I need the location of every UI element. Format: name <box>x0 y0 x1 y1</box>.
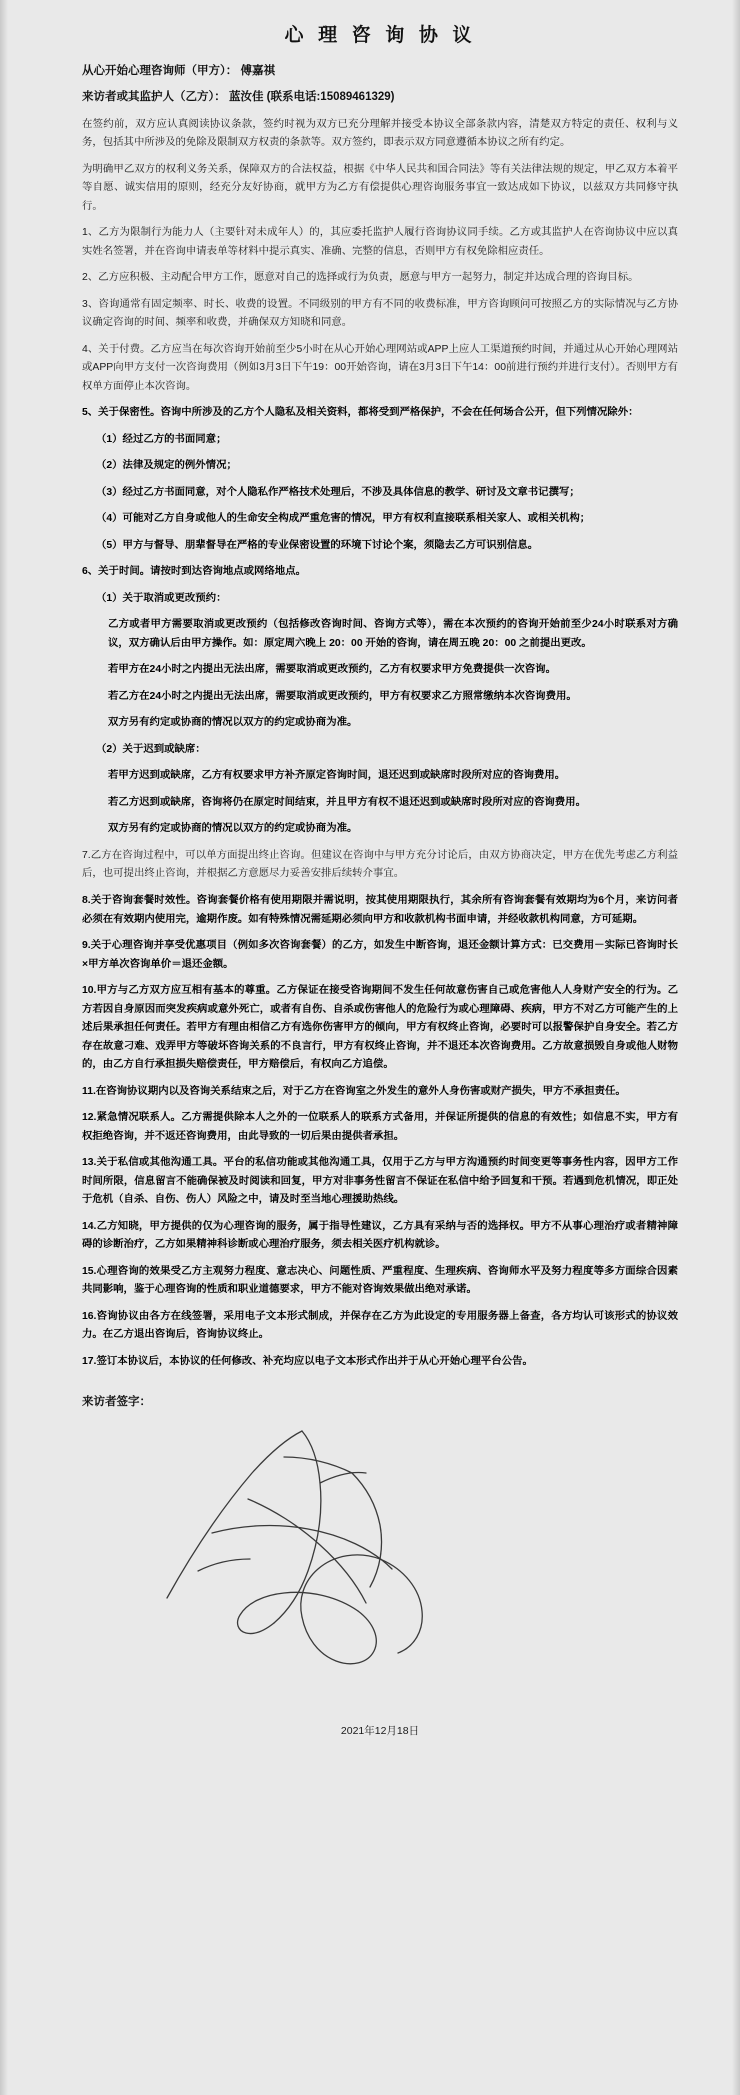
clause-list <box>82 116 678 1372</box>
signature-area[interactable] <box>82 1413 678 1713</box>
handwritten-signature <box>152 1413 482 1703</box>
clause-paragraph: 3、咨询通常有固定频率、时长、收费的设置。不同级别的甲方有不同的收费标准，甲方咨询顾问可按照乙方的实际情况与乙方协议确定咨询的时间、频率和收费，并确保双方知晓和同意。 <box>82 298 678 329</box>
clause-paragraph: 5、关于保密性。咨询中所涉及的乙方个人隐私及相关资料，都将受到严格保护，不会在任何场合公开，但下列情况除外： <box>82 407 639 419</box>
clause-paragraph: （4）可能对乙方自身或他人的生命安全构成严重危害的情况，甲方有权利直接联系相关家人、或相关机构； <box>96 513 591 525</box>
clause-paragraph: 12.紧急情况联系人。乙方需提供除本人之外的一位联系人的联系方式备用，并保证所提供的信息的有效性；如信息不实，甲方有权拒绝咨询，并不返还咨询费用，由此导致的一切后果由提供者承担。 <box>82 1112 678 1142</box>
clause-paragraph: 4、关于付费。乙方应当在每次咨询开始前至少5小时在从心开始心理网站或APP上应人工渠道预约时间，并通过从心开始心理网站或APP向甲方支付一次咨询费用（例如3月3日下午19：00开始咨询，请在3月3日下午14：00前进行预约并进行支付）。否则甲方有权单方面停止本次咨询。 <box>82 343 678 392</box>
clause-paragraph: （3）经过乙方书面同意，对个人隐私作严格技术处理后，不涉及具体信息的教学、研讨及文章书记撰写； <box>96 486 580 498</box>
clause-paragraph: （1）关于取消或更改预约： <box>96 592 227 604</box>
signing-date: 2021年12月18日 <box>340 1725 420 1738</box>
clause-paragraph: 13.关于私信或其他沟通工具。平台的私信功能或其他沟通工具，仅用于乙方与甲方沟通预约时间变更等事务性内容，因甲方工作时间所限，信息留言不能确保被及时阅读和回复，甲方对非事务性留言不保证在私信中给予回复和干预。若遇到危机情况，即正处于危机（自杀、自伤、伤人）风险之中，请及时至当地心理援助热线。 <box>82 1157 678 1206</box>
clause-paragraph: 为明确甲乙双方的权利义务关系，保障双方的合法权益，根据《中华人民共和国合同法》等有关法律法规的规定，甲乙双方本着平等自愿、诚实信用的原则，经充分友好协商，就甲方为乙方有偿提供心理咨询服务事宜一致达成如下协议，以兹双方共同修守执行。 <box>82 163 678 212</box>
clause-paragraph: （1）经过乙方的书面同意； <box>96 433 227 445</box>
clause-paragraph: 在签约前，双方应认真阅读协议条款，签约时视为双方已充分理解并接受本协议全部条款内容，清楚双方特定的责任、权利与义务，包括其中所涉及的免除及限制双方权责的条款等。双方签约，即表示双方同意遵循本协议之所有约定。 <box>82 118 678 149</box>
clause-paragraph: 16.咨询协议由各方在线签署，采用电子文本形式制成，并保存在乙方为此设定的专用服务器上备查，各方均认可该形式的协议效力。在乙方退出咨询后，咨询协议终止。 <box>82 1310 678 1341</box>
clause-paragraph: 乙方或者甲方需要取消或更改预约（包括修改咨询时间、咨询方式等），需在本次预约的咨询开始前至少24小时联系对方确议，双方确认后由甲方操作。如：原定周六晚上 20：00 开始的咨询，请在周五晚 20：00 之前提出更改。 <box>108 619 678 649</box>
clause-paragraph: 1、乙方为限制行为能力人（主要针对未成年人）的，其应委托监护人履行咨询协议同手续。乙方或其监护人在咨询协议中应以真实姓名签署，并在咨询申请表单等材料中提示真实、准确、完整的信息，否则甲方有权免除相应责任。 <box>82 227 678 257</box>
page-title: 心 理 咨 询 协 议 <box>284 24 476 46</box>
clause-paragraph: 若甲方迟到或缺席，乙方有权要求甲方补齐原定咨询时间，退还迟到或缺席时段所对应的咨询费用。 <box>108 770 566 782</box>
clause-paragraph: 15.心理咨询的效果受乙方主观努力程度、意志决心、问题性质、严重程度、生理疾病、咨询师水平及努力程度等多方面综合因素共同影响，鉴于心理咨询的性质和职业道德要求，甲方不能对咨询效果做出绝对承诺。 <box>82 1265 678 1296</box>
page-right-edge-shadow <box>732 0 740 2095</box>
party-b-line: 来访者或其监护人（乙方）： 蓝汝佳 (联系电话:15089461329) <box>82 91 395 104</box>
clause-paragraph: （2）关于迟到或缺席： <box>96 743 206 755</box>
clause-paragraph: 2、乙方应积极、主动配合甲方工作，愿意对自己的选择或行为负责，愿意与甲方一起努力，制定并达成合理的咨询目标。 <box>82 272 639 284</box>
clause-paragraph: 10.甲方与乙方双方应互相有基本的尊重。乙方保证在接受咨询期间不发生任何故意伤害自己或危害他人人身财产安全的行为。乙方若因自身原因而突发疾病或意外死亡，或者有自伤、自杀或伤害他人的危险行为或心理障碍、疾病，甲方不对乙方可能产生的上述后果承担任何责任。若甲方有理由相信乙方有选你伤害甲方的倾向，甲方有权终止咨询，必要时可以报警保护自身安全。若乙方存在故意刁难、戏弄甲方等破坏咨询关系的不良言行，甲方有权终止咨询，并不退还本次咨询费用。乙方故意损毁自身或他人财物的，由乙方自行承担损失赔偿责任，甲方赔偿后，有权向乙方追偿。 <box>82 985 678 1071</box>
clause-paragraph: 若乙方迟到或缺席，咨询将仍在原定时间结束，并且甲方有权不退还迟到或缺席时段所对应的咨询费用。 <box>108 796 586 808</box>
clause-paragraph: （5）甲方与督导、朋辈督导在严格的专业保密设置的环境下讨论个案，须隐去乙方可识别信息。 <box>96 539 539 551</box>
clause-paragraph: 17.签订本协议后，本协议的任何修改、补充均应以电子文本形式作出并于从心开始心理平台公告。 <box>82 1355 533 1367</box>
page-left-edge-shadow <box>0 0 8 2095</box>
clause-paragraph: 6、关于时间。请按时到达咨询地点或网络地点。 <box>82 566 306 578</box>
clause-paragraph: 14.乙方知晓，甲方提供的仅为心理咨询的服务，属于指导性建议，乙方具有采纳与否的选择权。甲方不从事心理治疗或者精神障碍的诊断治疗，乙方如果精神科诊断或心理治疗服务，须去相关医疗机构就诊。 <box>82 1220 678 1251</box>
clause-paragraph: 双方另有约定或协商的情况以双方的约定或协商为准。 <box>108 717 358 729</box>
signature-label: 来访者签字： <box>82 1396 151 1409</box>
clause-paragraph: 11.在咨询协议期内以及咨询关系结束之后，对于乙方在咨询室之外发生的意外人身伤害或财产损失，甲方不承担责任。 <box>82 1085 626 1097</box>
clause-paragraph: 若乙方在24小时之内提出无法出席，需要取消或更改预约，甲方有权要求乙方照常缴纳本次咨询费用。 <box>108 690 577 702</box>
clause-paragraph: 7.乙方在咨询过程中，可以单方面提出终止咨询。但建议在咨询中与甲方充分讨论后，由双方协商决定，甲方在优先考虑乙方利益后，也可提出终止咨询，并根据乙方意愿尽力妥善安排后续转介事宜。 <box>82 849 678 880</box>
clause-paragraph: 9.关于心理咨询并享受优惠项目（例如多次咨询套餐）的乙方，如发生中断咨询，退还金额计算方式：已交费用－实际已咨询时长×甲方单次咨询单价＝退还金额。 <box>82 940 678 970</box>
clause-paragraph: 双方另有约定或协商的情况以双方的约定或协商为准。 <box>108 823 358 835</box>
party-a-line: 从心开始心理咨询师（甲方）： 傅嘉祺 <box>82 65 275 77</box>
clause-paragraph: （2）法律及规定的例外情况； <box>96 460 237 472</box>
clause-paragraph: 若甲方在24小时之内提出无法出席，需要取消或更改预约，乙方有权要求甲方免费提供一次咨询。 <box>108 664 556 676</box>
clause-paragraph: 8.关于咨询套餐时效性。咨询套餐价格有使用期限并需说明，按其使用期限执行，其余所有咨询套餐有效期均为6个月，来访问者必须在有效期内使用完，逾期作废。如有特殊情况需延期必须向甲方和收款机构书面申请，并经收款机构同意，方可延期。 <box>82 895 678 925</box>
